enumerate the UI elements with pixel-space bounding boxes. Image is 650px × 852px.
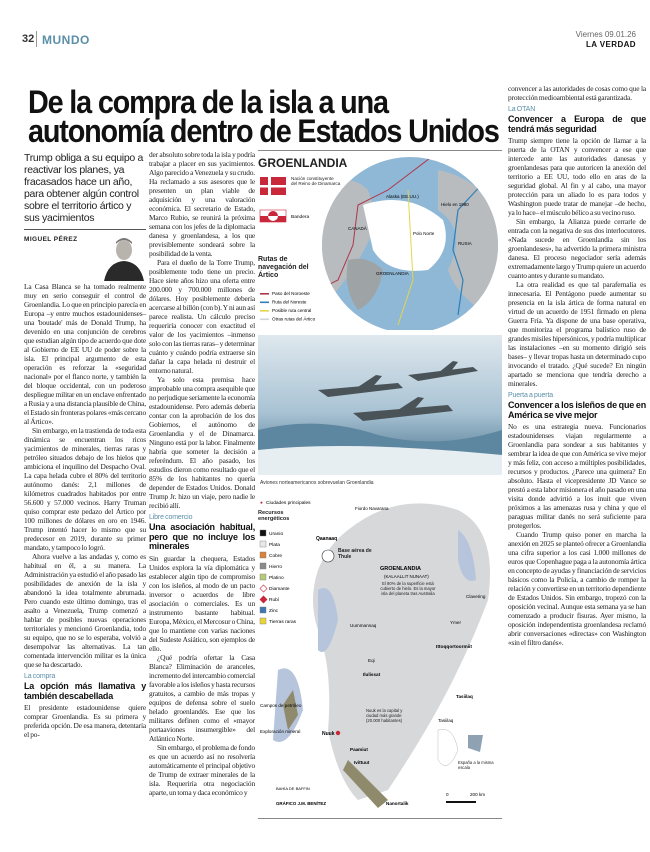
resource-swatch [260, 585, 267, 592]
place-label: Ittoqqortoormiit [436, 645, 472, 650]
section-heading: Convencer a Europa de que tendrá más seguridad [508, 114, 646, 134]
resource-label: Hierro [269, 565, 283, 570]
resource-swatch [260, 596, 267, 603]
paragraph: Sin embargo, en la trastienda de toda esta dinámica se encuentran los ricos yacimientos de minerales, tierras raras y petróleo situados debajo de los hielos que ambiciona el inquilino del Despacho Oval. La capa helada cubre el 80% del territorio autónomo danés: 2,1 millones de kilómetros cuadrados habitados por entre 56.600 y 57.000 vecinos. Harry Truman quiso comprar este pedazo del Ártico por 100 millones de dólares en oro en 1946. Trump intentó hacer lo mismo que su predecesor en 2019, durante su primer mandato, y tampoco lo logró. [24, 426, 146, 552]
place-label: Qaanaaq [316, 536, 338, 542]
place-label: Base aérea de Thule [338, 548, 372, 560]
scale-label: 0 [446, 792, 449, 797]
mineral-exploration-label: Exploración mineral [260, 729, 301, 734]
paragraph: der absoluto sobre toda la isla y podría trabajar a placer en sus yacimientos. Algo parecido a Venezuela y su crudo. Ha reclamado a sus asesores que le presenten un plan viable de adquisición y una valoración económica. El secretario de Estado, Marco Rubio, se reunirá la próxima semana con los jefes de la diplomacia danesa y groenlandesa, a los que previsiblemente sondeará sobre la posibilidad de la venta. [149, 150, 255, 258]
resources-title: Recursos energéticos [258, 510, 290, 523]
resource-label: Platino [269, 576, 284, 581]
page-number: 32 [22, 33, 35, 45]
place-label: Uummannaq [350, 623, 377, 628]
byline: MIGUEL PÉREZ [24, 236, 78, 243]
place-label: Tasiilaq [438, 718, 454, 723]
place-label: Fiordo Navarana [355, 506, 389, 511]
route-swatch [260, 302, 269, 304]
graphic-credit: GRÁFICO J.M. BENÍTEZ [276, 801, 327, 806]
nation-label: Nación constituyente del Reino de Dinamarca [291, 176, 341, 187]
map-country-name: GROENLANDIA [380, 566, 421, 572]
column-1 [24, 152, 146, 739]
byline-row [24, 234, 146, 282]
route-label: Ruta del Noreste [272, 299, 307, 305]
route-label: Paso del Noroeste [272, 291, 310, 296]
oil-fields-label: Campos de petróleo [260, 703, 302, 708]
route-label: Otras rutas del Ártico [272, 316, 316, 322]
column-1-body [24, 282, 146, 739]
denmark-flag-icon [260, 177, 286, 195]
resource-swatch [260, 563, 266, 569]
author-photo [100, 234, 146, 281]
sea-label: BAHÍA DE BAFFIN [276, 786, 310, 791]
resource-label: Cobre [269, 554, 283, 559]
section-kicker: Libre comercio [149, 514, 193, 521]
header-divider [36, 31, 37, 47]
column-4 [508, 84, 646, 647]
resource-swatch [260, 552, 266, 558]
resource-swatch [260, 530, 266, 536]
airbase-icon [322, 550, 334, 562]
section-kicker: La OTAN [508, 106, 536, 113]
place-label: Tasiilaq [456, 694, 473, 699]
capital-dot-icon [336, 731, 340, 735]
resource-label: Rubí [269, 598, 280, 603]
resource-swatch [260, 618, 266, 624]
resource-label: Zinc [269, 609, 279, 614]
resource-swatch [260, 541, 266, 547]
place-label: Nanortalik [386, 801, 409, 806]
section-heading: Convencer a los isleños de que en América se vive mejor [508, 400, 646, 420]
place-label: Ilulissat [363, 672, 381, 677]
route-swatch [260, 319, 269, 321]
greenland-note: El 80% de la superficie está cubierto de hielo. Es la mayor isla del planeta tras Australia [380, 581, 436, 596]
photo-caption: Aviones norteamericanos sobrevuelan Groenlandia [260, 480, 374, 486]
place-label: Ivittuut [354, 760, 370, 765]
resource-label: Plata [269, 543, 280, 548]
paragraph: La Casa Blanca se ha tomado realmente muy en serio conseguir el control de Groenlandia. Lo que en principio parecía en Europa –y entre muchos estadounidenses– una 'boutade' más de Donald Trump, ha devenido en una conjunción de cerebros que estudian algún tipo de acuerdo que dote al Gobierno de EE UU de poder sobre la isla. El principal argumento de esta operación es reforzar la «seguridad nacional» por el flanco norte, y también la del bloque occidental, con un poderoso despliegue militar en un enclave enfrentado a Rusia y a una distancia plausible de China, el Estado sin fronteras polares «más cercano al Ártico». [24, 282, 146, 426]
paragraph: convencer a las autoridades de cosas como que la protección medioambiental está garantizada. [508, 84, 646, 102]
greenland-flag-icon [260, 210, 286, 222]
aircraft-photo [258, 335, 502, 475]
flag-label: Bandera [291, 215, 310, 220]
label-ice: Hielo en 1980 [441, 202, 469, 207]
label-canada: CANADÁ [348, 226, 367, 231]
cities-legend: Ciudades principales [266, 501, 311, 506]
spain-note: España a la misma escala [458, 760, 494, 770]
paragraph: Para el dueño de la Torre Trump, posiblemente todo tiene un precio. Hace siete años hizo una oferta entre 200.000 y 700.000 millones de dólares. Hoy posiblemente debería acercarse al billón (con b). Y ni aun así parece realista. Un cálculo preciso requeriría conocer con exactitud el valor de los yacimientos –inmenso solo con las tierras raras– y determinar cuánto y cuándo podría extraerse sin dañar la capa helada ni destruir el entorno natural. [149, 258, 255, 375]
paragraph: Ya solo esta premisa hace improbable una compra asequible que no perjudique seriamente la economía estadounidense. Pero además debería contar con la aprobación de los dos Gobiernos, el autónomo de Groenlandia y el de Dinamarca. Ninguno está por la labor. Finalmente habría que someter la decisión a referéndum. El año pasado, los estudios dieron como resultado que el 85% de los habitantes no quería depender de Estados Unidos. Donald Trump Jr. hizo un viaje, pero nadie le recibió allí. [149, 375, 255, 510]
resource-swatch [260, 607, 266, 613]
section-kicker: Puerta a puerta [508, 392, 554, 399]
route-swatch [260, 293, 269, 295]
section-kicker: La compra [24, 673, 56, 680]
place-label: Paamiut [350, 747, 368, 752]
paragraph: Trump siempre tiene la opción de llamar a la puerta de la OTAN y convencer a ese que intercede ante las autoridades danesas y groenlandesas para que autoricen la anexión del territorio a EE UU, todo ello en aras de la seguridad global. Al fin y al cabo, una mayor protección para un aliado lo es para todos y Washington puede tratar de manejar –de hecho, ya lo hace– el músculo bélico a su vecino ruso. [508, 136, 646, 217]
route-label: Posible ruta central [272, 308, 312, 313]
arctic-map [258, 150, 502, 330]
paragraph: ¿Qué podría ofertar la Casa Blanca? Eliminación de aranceles, incremento del intercambio comercial favorable a los isleños y hasta recursos gratuitos, a cambio de más tropas y equipos de defensa sobre el suelo helado groenlandés. Ese que los militares definen como el «mayor portaaviones insumergible» del Atlántico Norte. [149, 652, 255, 743]
resource-label: Diamante [269, 587, 290, 592]
divider [24, 229, 146, 230]
paragraph: Ahora vuelve a las andadas y, como es habitual en él, a su manera. La Administración ya estudió el año pasado las posibilidades de anexión de la isla y abandonó la idea totalmente abrumada. Pero cuando este último domingo, tras el asalto a Venezuela, Trump comenzó a hablar de posibles nuevas operaciones territoriales y mencionó Groenlandia, todo su equipo, que no se lo esperaba, volvió a desempolvar las alternativas. La tan comentada intervención militar es la única que se ha descartado. [24, 552, 146, 669]
label-russia: RUSIA [458, 241, 472, 246]
resource-label: Uranio [269, 532, 284, 537]
paragraph: No es una estrategia nueva. Funcionarios estadounidenses viajan regularmente a Groenlandia para sondear a sus habitantes y sembrar la idea de que con América se vive mejor y más feliz, con acceso a múltiples posibilidades, recursos y productos. ¿Parece una quimera? En absoluto. Hasta el vicepresidente JD Vance se prestó a esta labor misionera el año pasado en una visita donde advirtió a los inuit que viven próximos a las amenazas rusa y china y que el paraguas militar danés no será suficiente para protegerlos. [508, 422, 646, 530]
map-country-native-name: (KALAALLIT NUNAAT) [384, 574, 429, 579]
scale-bar [446, 801, 476, 803]
routes-title: Rutas de navegación del Ártico [258, 256, 309, 279]
newspaper-name: LA VERDAD [586, 40, 636, 49]
paragraph: El presidente estadounidense quiere comprar Groenlandia. Es su primera y preferida opción. De esa manera, detentaría el po- [24, 703, 146, 739]
issue-date: Viernes 09.01.26 [575, 30, 636, 39]
resource-swatch [260, 574, 266, 580]
place-label: Nuuk [322, 731, 335, 737]
column-2 [149, 150, 255, 797]
graphic-title: GROENLANDIA [258, 156, 348, 170]
label-north-pole: Polo Norte [413, 231, 435, 236]
paragraph: La otra realidad es que tal parafernalia es innecesaria. El Pentágono puede aumentar su presencia en la isla ártica de forma natural en virtud de un acuerdo de 1951 firmado en plena Guerra Fría. Ya dispone de una base operativa, que monitoriza el programa balístico ruso de grandes misiles hipersónicos, y podría multiplicar las instalaciones –en su momento dirigió seis bases– y llevar tropas hasta un determinado cupo invocando el tratado. ¿Qué sucede? En ningún apartado se menciona que tendría derecho a minerales. [508, 280, 646, 388]
resource-label: Tierras raras [269, 620, 297, 625]
route-swatch [260, 310, 269, 312]
headline: De la compra de la isla a una autonomía dentro de Estados Unidos [28, 84, 499, 149]
section-heading: La opción más llamativa y también descabellada [24, 681, 146, 701]
paragraph: Cuando Trump quiso poner en marcha la anexión en 2025 se planteó ofrecer a Groenlandia una cifra superior a los casi 1.000 millones de euros que Copenhague paga a la autonomía ártica en concepto de ayudas y financiación de servicios básicos como la Policía, a cambio de romper la relación y convertirse en un territorio dependiente de Estados Unidos. Sin embargo, tropezó con la oposición vecinal. Aunque esta semana ya se han comenzado a producir fisuras. Ayer mismo, la oposición independentista groenlandesa reclamó abrir conversaciones «directas» con Washington «sin el filtro danés». [508, 530, 646, 647]
place-label: Ymer [450, 620, 461, 625]
map-lower-labels [258, 660, 502, 820]
section-heading: Una asociación habitual, pero que no incluye los minerales [149, 522, 255, 551]
scale-label: 200 km [470, 792, 486, 797]
section-name: MUNDO [42, 33, 90, 47]
nuuk-note: Nuuk es la capital y ciudad más grande (20.000 habitantes) [366, 708, 403, 723]
city-dot-icon: ● [260, 501, 263, 506]
paragraph: Sin guardar la chequera, Estados Unidos explora la vía diplomática y establecer algún tipo de compromiso con los isleños, al modo de un pacto inversor o acuerdos de libre asociación o comerciales. Es un instrumento bastante habitual. Europa, México, el Mercosur o China, que lo mantiene con varias naciones del Sudeste Asiático, son ejemplos de ello. [149, 553, 255, 653]
paragraph: Sin embargo, el problema de fondo es que un acuerdo así no resolvería automáticamente el principal objetivo de Trump de extraer minerales de la isla. Requeriría otra negociación aparte, un toma y daca económico y [149, 742, 255, 797]
place-label: Clavering [466, 594, 486, 599]
place-label: Eqi [368, 658, 375, 663]
label-alaska: Alaska (EE.UU.) [386, 194, 419, 199]
lead: Trump obliga a su equipo a reactivar los planes, ya fracasados hace un año, para obtener algún control sobre el territorio ártico y sus yacimientos [24, 152, 144, 224]
paragraph: Sin embargo, la Alianza puede cerrarle de entrada con la negativa de sus dos interlocutores. «Nada sucede en Groenlandia sin los groenlandeses», ha advertido la primera ministra danesa. El proceso negociador sería además extremadamente largo y Trump quiere un acuerdo cuanto antes y durante su mandato. [508, 217, 646, 280]
label-greenland: GROENLANDIA [376, 271, 409, 276]
